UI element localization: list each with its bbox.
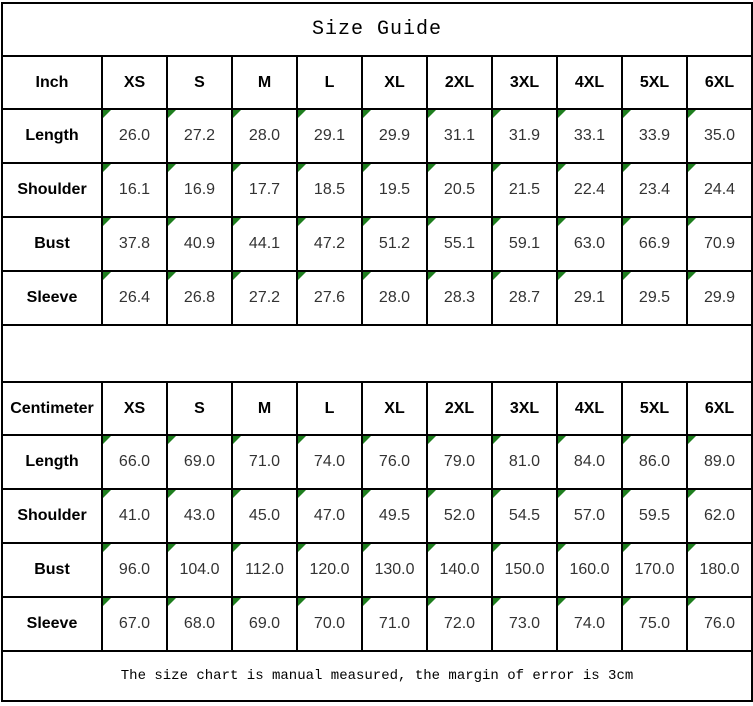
cell-flag-icon bbox=[233, 110, 241, 118]
value-cell bbox=[622, 489, 687, 543]
size-header-cell: 2XL bbox=[427, 382, 492, 435]
cell-flag-icon bbox=[168, 110, 176, 118]
cell-value: 150.0 bbox=[504, 561, 545, 578]
value-cell bbox=[167, 217, 232, 271]
value-cell bbox=[492, 271, 557, 325]
value-cell bbox=[427, 597, 492, 651]
footer-row bbox=[2, 651, 752, 701]
cell-flag-icon bbox=[298, 218, 306, 226]
value-cell bbox=[297, 217, 362, 271]
cell-value: 63.0 bbox=[573, 235, 606, 252]
cell-flag-icon bbox=[558, 272, 566, 280]
cell-value: 16.1 bbox=[118, 181, 151, 198]
cell-flag-icon bbox=[558, 436, 566, 444]
cell-value: 19.5 bbox=[378, 181, 411, 198]
cell-flag-icon bbox=[168, 490, 176, 498]
cell-flag-icon bbox=[688, 218, 696, 226]
cell-value: 29.5 bbox=[638, 289, 671, 306]
cell-flag-icon bbox=[558, 598, 566, 606]
cell-flag-icon bbox=[168, 544, 176, 552]
value-cell bbox=[492, 109, 557, 163]
value-cell bbox=[557, 489, 622, 543]
cell-flag-icon bbox=[103, 164, 111, 172]
value-cell bbox=[167, 271, 232, 325]
value-cell bbox=[557, 163, 622, 217]
cell-value: 33.1 bbox=[573, 127, 606, 144]
value-cell bbox=[687, 217, 752, 271]
cell-flag-icon bbox=[103, 272, 111, 280]
footer-note: The size chart is manual measured, the margin of error is 3cm bbox=[2, 651, 752, 701]
cell-flag-icon bbox=[233, 218, 241, 226]
cell-value: 21.5 bbox=[508, 181, 541, 198]
cell-value: 71.0 bbox=[248, 453, 281, 470]
cell-flag-icon bbox=[233, 164, 241, 172]
cell-value: 17.7 bbox=[248, 181, 281, 198]
cell-flag-icon bbox=[103, 598, 111, 606]
value-cell bbox=[102, 489, 167, 543]
size-header-cell: L bbox=[297, 382, 362, 435]
cell-flag-icon bbox=[623, 436, 631, 444]
table-gap-row bbox=[2, 325, 752, 382]
size-header-cell: 3XL bbox=[492, 56, 557, 109]
cell-flag-icon bbox=[103, 544, 111, 552]
value-cell bbox=[492, 543, 557, 597]
value-cell bbox=[232, 109, 297, 163]
cell-value: 29.9 bbox=[378, 127, 411, 144]
cell-flag-icon bbox=[233, 544, 241, 552]
value-cell bbox=[102, 271, 167, 325]
cell-value: 23.4 bbox=[638, 181, 671, 198]
cell-value: 54.5 bbox=[508, 507, 541, 524]
cell-flag-icon bbox=[168, 164, 176, 172]
cell-flag-icon bbox=[493, 218, 501, 226]
cell-flag-icon bbox=[558, 544, 566, 552]
table-row bbox=[2, 109, 752, 163]
value-cell bbox=[427, 163, 492, 217]
cell-value: 52.0 bbox=[443, 507, 476, 524]
cell-flag-icon bbox=[623, 164, 631, 172]
cell-flag-icon bbox=[623, 110, 631, 118]
size-header-cell: XS bbox=[102, 382, 167, 435]
cell-flag-icon bbox=[623, 598, 631, 606]
cell-value: 57.0 bbox=[573, 507, 606, 524]
cell-value: 75.0 bbox=[638, 615, 671, 632]
size-header-cell: L bbox=[297, 56, 362, 109]
table-row bbox=[2, 435, 752, 489]
cell-flag-icon bbox=[558, 490, 566, 498]
value-cell bbox=[167, 163, 232, 217]
cell-value: 70.9 bbox=[703, 235, 736, 252]
cell-value: 44.1 bbox=[248, 235, 281, 252]
cell-flag-icon bbox=[298, 598, 306, 606]
cell-flag-icon bbox=[493, 164, 501, 172]
size-header-cell: 6XL bbox=[687, 382, 752, 435]
value-cell bbox=[622, 163, 687, 217]
cell-value: 27.2 bbox=[248, 289, 281, 306]
cell-flag-icon bbox=[558, 218, 566, 226]
value-cell bbox=[232, 217, 297, 271]
table-row bbox=[2, 543, 752, 597]
cell-flag-icon bbox=[688, 544, 696, 552]
cell-value: 29.1 bbox=[573, 289, 606, 306]
cell-flag-icon bbox=[428, 598, 436, 606]
cell-value: 47.2 bbox=[313, 235, 346, 252]
cell-flag-icon bbox=[363, 598, 371, 606]
value-cell bbox=[427, 543, 492, 597]
value-cell bbox=[297, 597, 362, 651]
cell-value: 71.0 bbox=[378, 615, 411, 632]
table-row bbox=[2, 217, 752, 271]
value-cell bbox=[232, 597, 297, 651]
value-cell bbox=[232, 543, 297, 597]
value-cell bbox=[297, 435, 362, 489]
value-cell bbox=[167, 543, 232, 597]
cell-value: 86.0 bbox=[638, 453, 671, 470]
value-cell bbox=[622, 597, 687, 651]
title-row bbox=[2, 3, 752, 56]
cell-value: 68.0 bbox=[183, 615, 216, 632]
cell-flag-icon bbox=[168, 598, 176, 606]
cell-value: 76.0 bbox=[378, 453, 411, 470]
table-row bbox=[2, 597, 752, 651]
cell-value: 55.1 bbox=[443, 235, 476, 252]
cell-value: 76.0 bbox=[703, 615, 736, 632]
cell-value: 96.0 bbox=[118, 561, 151, 578]
value-cell bbox=[557, 543, 622, 597]
cell-value: 74.0 bbox=[313, 453, 346, 470]
value-cell bbox=[102, 109, 167, 163]
value-cell bbox=[492, 489, 557, 543]
cell-flag-icon bbox=[233, 490, 241, 498]
cell-flag-icon bbox=[623, 490, 631, 498]
value-cell bbox=[492, 435, 557, 489]
cell-value: 31.1 bbox=[443, 127, 476, 144]
cell-value: 47.0 bbox=[313, 507, 346, 524]
cell-value: 28.0 bbox=[248, 127, 281, 144]
value-cell bbox=[427, 489, 492, 543]
cell-flag-icon bbox=[298, 544, 306, 552]
cell-flag-icon bbox=[103, 218, 111, 226]
value-cell bbox=[687, 109, 752, 163]
unit-header-cell: Inch bbox=[2, 56, 102, 109]
cell-value: 45.0 bbox=[248, 507, 281, 524]
cell-flag-icon bbox=[558, 164, 566, 172]
value-cell bbox=[427, 109, 492, 163]
table-row bbox=[2, 163, 752, 217]
value-cell bbox=[687, 489, 752, 543]
cell-value: 33.9 bbox=[638, 127, 671, 144]
value-cell bbox=[427, 271, 492, 325]
size-header-row bbox=[2, 382, 752, 435]
value-cell bbox=[622, 217, 687, 271]
cell-value: 26.8 bbox=[183, 289, 216, 306]
cell-value: 112.0 bbox=[245, 561, 284, 578]
cell-value: 26.0 bbox=[118, 127, 151, 144]
cell-value: 28.0 bbox=[378, 289, 411, 306]
cell-value: 79.0 bbox=[443, 453, 476, 470]
cell-value: 160.0 bbox=[569, 561, 610, 578]
cell-flag-icon bbox=[103, 490, 111, 498]
value-cell bbox=[557, 217, 622, 271]
cell-flag-icon bbox=[428, 544, 436, 552]
cell-flag-icon bbox=[363, 490, 371, 498]
cell-flag-icon bbox=[233, 436, 241, 444]
cell-value: 84.0 bbox=[573, 453, 606, 470]
cell-flag-icon bbox=[103, 110, 111, 118]
size-header-cell: XS bbox=[102, 56, 167, 109]
value-cell bbox=[557, 597, 622, 651]
cell-flag-icon bbox=[363, 110, 371, 118]
value-cell bbox=[687, 163, 752, 217]
cell-flag-icon bbox=[493, 598, 501, 606]
value-cell bbox=[557, 109, 622, 163]
cell-flag-icon bbox=[493, 544, 501, 552]
value-cell bbox=[232, 271, 297, 325]
cell-value: 28.7 bbox=[508, 289, 541, 306]
cell-value: 29.1 bbox=[313, 127, 346, 144]
cell-flag-icon bbox=[493, 436, 501, 444]
value-cell bbox=[297, 543, 362, 597]
value-cell bbox=[297, 163, 362, 217]
cell-value: 70.0 bbox=[313, 615, 346, 632]
cell-value: 140.0 bbox=[439, 561, 480, 578]
size-header-cell: XL bbox=[362, 382, 427, 435]
size-header-cell: 4XL bbox=[557, 382, 622, 435]
cell-flag-icon bbox=[623, 272, 631, 280]
size-header-cell: 2XL bbox=[427, 56, 492, 109]
row-label-cell: Sleeve bbox=[2, 597, 102, 651]
cell-value: 37.8 bbox=[118, 235, 151, 252]
size-header-cell: 3XL bbox=[492, 382, 557, 435]
cell-value: 66.9 bbox=[638, 235, 671, 252]
value-cell bbox=[622, 109, 687, 163]
cell-flag-icon bbox=[558, 110, 566, 118]
cell-value: 43.0 bbox=[183, 507, 216, 524]
value-cell bbox=[167, 435, 232, 489]
cell-value: 40.9 bbox=[183, 235, 216, 252]
cell-value: 59.1 bbox=[508, 235, 541, 252]
row-label-cell: Length bbox=[2, 109, 102, 163]
size-header-cell: 5XL bbox=[622, 382, 687, 435]
size-header-cell: M bbox=[232, 382, 297, 435]
cell-flag-icon bbox=[688, 436, 696, 444]
cell-flag-icon bbox=[688, 598, 696, 606]
cell-value: 69.0 bbox=[183, 453, 216, 470]
cell-flag-icon bbox=[493, 272, 501, 280]
value-cell bbox=[167, 597, 232, 651]
value-cell bbox=[362, 543, 427, 597]
cell-flag-icon bbox=[623, 544, 631, 552]
cell-flag-icon bbox=[298, 436, 306, 444]
cell-flag-icon bbox=[428, 272, 436, 280]
value-cell bbox=[362, 217, 427, 271]
cell-flag-icon bbox=[363, 272, 371, 280]
cell-value: 20.5 bbox=[443, 181, 476, 198]
value-cell bbox=[297, 489, 362, 543]
cell-value: 104.0 bbox=[179, 561, 220, 578]
cell-value: 72.0 bbox=[443, 615, 476, 632]
value-cell bbox=[622, 435, 687, 489]
page-title: Size Guide bbox=[2, 3, 752, 56]
value-cell bbox=[167, 489, 232, 543]
value-cell bbox=[297, 271, 362, 325]
cell-value: 89.0 bbox=[703, 453, 736, 470]
cell-value: 69.0 bbox=[248, 615, 281, 632]
table-row bbox=[2, 489, 752, 543]
cell-value: 81.0 bbox=[508, 453, 541, 470]
value-cell bbox=[167, 109, 232, 163]
cell-flag-icon bbox=[688, 490, 696, 498]
cell-flag-icon bbox=[428, 490, 436, 498]
size-header-cell: 5XL bbox=[622, 56, 687, 109]
cell-value: 180.0 bbox=[699, 561, 740, 578]
cell-flag-icon bbox=[168, 218, 176, 226]
value-cell bbox=[492, 597, 557, 651]
cell-flag-icon bbox=[623, 218, 631, 226]
cell-flag-icon bbox=[688, 164, 696, 172]
cell-flag-icon bbox=[688, 110, 696, 118]
value-cell bbox=[427, 217, 492, 271]
value-cell bbox=[427, 435, 492, 489]
value-cell bbox=[362, 435, 427, 489]
value-cell bbox=[492, 163, 557, 217]
cell-value: 73.0 bbox=[508, 615, 541, 632]
value-cell bbox=[102, 163, 167, 217]
size-guide-body bbox=[2, 3, 752, 701]
size-header-row bbox=[2, 56, 752, 109]
table-row bbox=[2, 271, 752, 325]
cell-flag-icon bbox=[233, 272, 241, 280]
cell-flag-icon bbox=[103, 436, 111, 444]
cell-value: 170.0 bbox=[634, 561, 675, 578]
row-label-cell: Bust bbox=[2, 217, 102, 271]
value-cell bbox=[362, 489, 427, 543]
size-header-cell: 6XL bbox=[687, 56, 752, 109]
size-header-cell: 4XL bbox=[557, 56, 622, 109]
row-label-cell: Shoulder bbox=[2, 163, 102, 217]
cell-value: 49.5 bbox=[378, 507, 411, 524]
value-cell bbox=[622, 271, 687, 325]
cell-flag-icon bbox=[298, 272, 306, 280]
value-cell bbox=[557, 435, 622, 489]
cell-value: 67.0 bbox=[118, 615, 151, 632]
cell-value: 28.3 bbox=[443, 289, 476, 306]
row-label-cell: Bust bbox=[2, 543, 102, 597]
cell-flag-icon bbox=[493, 110, 501, 118]
size-header-cell: S bbox=[167, 382, 232, 435]
cell-flag-icon bbox=[428, 110, 436, 118]
cell-value: 66.0 bbox=[118, 453, 151, 470]
cell-value: 74.0 bbox=[573, 615, 606, 632]
value-cell bbox=[102, 435, 167, 489]
cell-flag-icon bbox=[428, 218, 436, 226]
value-cell bbox=[362, 163, 427, 217]
value-cell bbox=[557, 271, 622, 325]
cell-value: 29.9 bbox=[703, 289, 736, 306]
value-cell bbox=[362, 109, 427, 163]
cell-value: 62.0 bbox=[703, 507, 736, 524]
value-cell bbox=[232, 163, 297, 217]
cell-value: 24.4 bbox=[703, 181, 736, 198]
value-cell bbox=[687, 435, 752, 489]
value-cell bbox=[297, 109, 362, 163]
size-header-cell: S bbox=[167, 56, 232, 109]
cell-flag-icon bbox=[168, 436, 176, 444]
cell-value: 31.9 bbox=[508, 127, 541, 144]
value-cell bbox=[232, 435, 297, 489]
size-header-cell: XL bbox=[362, 56, 427, 109]
cell-flag-icon bbox=[428, 436, 436, 444]
cell-flag-icon bbox=[298, 110, 306, 118]
value-cell bbox=[232, 489, 297, 543]
cell-value: 22.4 bbox=[573, 181, 606, 198]
cell-value: 120.0 bbox=[309, 561, 350, 578]
cell-flag-icon bbox=[688, 272, 696, 280]
cell-flag-icon bbox=[298, 164, 306, 172]
size-header-cell: M bbox=[232, 56, 297, 109]
cell-flag-icon bbox=[493, 490, 501, 498]
value-cell bbox=[687, 271, 752, 325]
cell-value: 18.5 bbox=[313, 181, 346, 198]
cell-value: 35.0 bbox=[703, 127, 736, 144]
row-label-cell: Length bbox=[2, 435, 102, 489]
cell-value: 27.6 bbox=[313, 289, 346, 306]
cell-value: 51.2 bbox=[378, 235, 411, 252]
value-cell bbox=[687, 543, 752, 597]
unit-header-cell: Centimeter bbox=[2, 382, 102, 435]
value-cell bbox=[362, 597, 427, 651]
row-label-cell: Shoulder bbox=[2, 489, 102, 543]
value-cell bbox=[492, 217, 557, 271]
cell-flag-icon bbox=[428, 164, 436, 172]
value-cell bbox=[102, 543, 167, 597]
cell-flag-icon bbox=[233, 598, 241, 606]
size-guide-table bbox=[1, 2, 753, 702]
cell-flag-icon bbox=[363, 436, 371, 444]
value-cell bbox=[687, 597, 752, 651]
cell-value: 130.0 bbox=[374, 561, 415, 578]
cell-flag-icon bbox=[363, 164, 371, 172]
cell-flag-icon bbox=[363, 218, 371, 226]
cell-value: 26.4 bbox=[118, 289, 151, 306]
value-cell bbox=[362, 271, 427, 325]
cell-value: 41.0 bbox=[118, 507, 151, 524]
row-label-cell: Sleeve bbox=[2, 271, 102, 325]
value-cell bbox=[102, 217, 167, 271]
cell-flag-icon bbox=[363, 544, 371, 552]
cell-flag-icon bbox=[298, 490, 306, 498]
cell-value: 59.5 bbox=[638, 507, 671, 524]
table-gap-cell bbox=[2, 325, 752, 382]
cell-value: 27.2 bbox=[183, 127, 216, 144]
cell-value: 16.9 bbox=[183, 181, 216, 198]
cell-flag-icon bbox=[168, 272, 176, 280]
value-cell bbox=[622, 543, 687, 597]
value-cell bbox=[102, 597, 167, 651]
